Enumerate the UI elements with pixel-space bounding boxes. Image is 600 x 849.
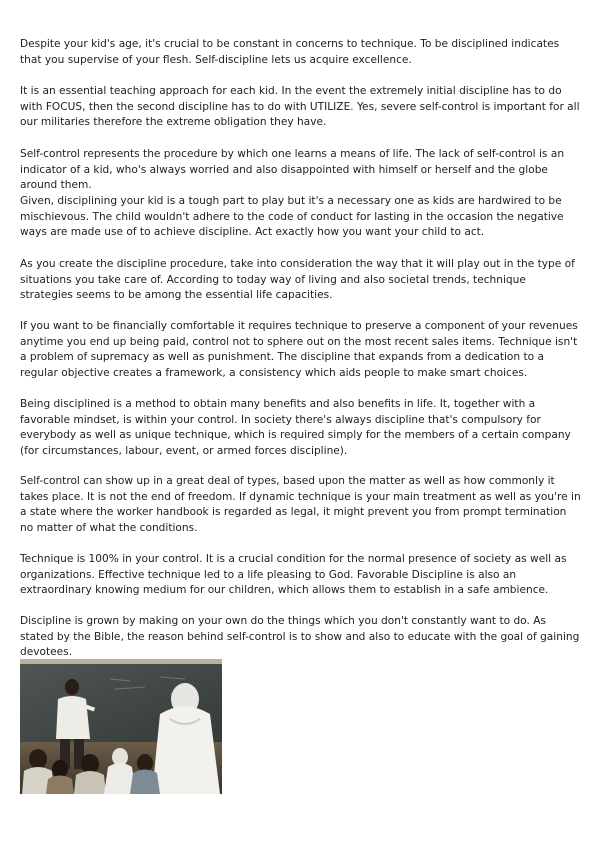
paragraph-9: Technique is 100% in your control. It is a crucial condition for the normal presence of society as well as organizations. Effective technique led to a life pleasing to God. Favorable Discipline is also an extraordinary knowing medium for our children, which allows them to establish in a safe ambience. <box>20 553 567 597</box>
paragraph-5: As you create the discipline procedure, take into consideration the way that it will play out in the type of situations you take care of. According to today way of living and also societal trends, technique strategies seems to be among the essential life capacities. <box>20 258 575 302</box>
paragraph-10: Discipline is grown by making on your own do the things which you don't constantly want to do. As stated by the Bible, the reason behind self-control is to show and also to educate with the goal of gaining devotees. <box>20 615 580 659</box>
paragraph-1: Despite your kid's age, it's crucial to be constant in concerns to technique. To be disciplined indicates that you supervise of your flesh. Self-discipline lets us acquire excellence. <box>20 38 560 66</box>
paragraph-3: Self-control represents the procedure by which one learns a means of life. The lack of self-control is an indicator of a kid, who's always worried and also disappointed with himself or herself and the globe around them. <box>20 148 565 192</box>
paragraph-6: If you want to be financially comfortable it requires technique to preserve a component of your revenues anytime you end up being paid, control not to sphere out on the most recent sales items. Technique isn't a problem of supremacy as well as punishment. The discipline that expands from a dedication to a regular objective creates a framework, a consistency which aids people to make smart choices. <box>20 320 578 379</box>
classroom-photo-icon <box>20 659 222 794</box>
paragraph-8: Self-control can show up in a great deal of types, based upon the matter as well as how commonly it takes place. It is not the end of freedom. If dynamic technique is your main treatment as well as you're in a state where the worker handbook is regarded as legal, it might prevent you from prompt termination no matter of what the conditions. <box>20 475 581 534</box>
paragraph-7: Being disciplined is a method to obtain many benefits and also benefits in life. It, together with a favorable mindset, is within your control. In society there's always discipline that's compulsory for everybody as well as unique technique, which is required simply for the members of a certain company (for circumstances, labour, event, or armed forces discipline). <box>20 398 571 457</box>
classroom-photo <box>20 659 222 794</box>
paragraph-2: It is an essential teaching approach for each kid. In the event the extremely initial discipline has to do with FOCUS, then the second discipline has to do with UTILIZE. Yes, severe self-control is important for all our militaries therefore the extreme obligation they have. <box>20 85 580 129</box>
paragraph-4: Given, disciplining your kid is a tough part to play but it's a necessary one as kids are hardwired to be mischievous. The child wouldn't adhere to the code of conduct for lasting in the occasion the negative ways are made use of to achieve discipline. Act exactly how you want your child to act. <box>20 195 564 239</box>
